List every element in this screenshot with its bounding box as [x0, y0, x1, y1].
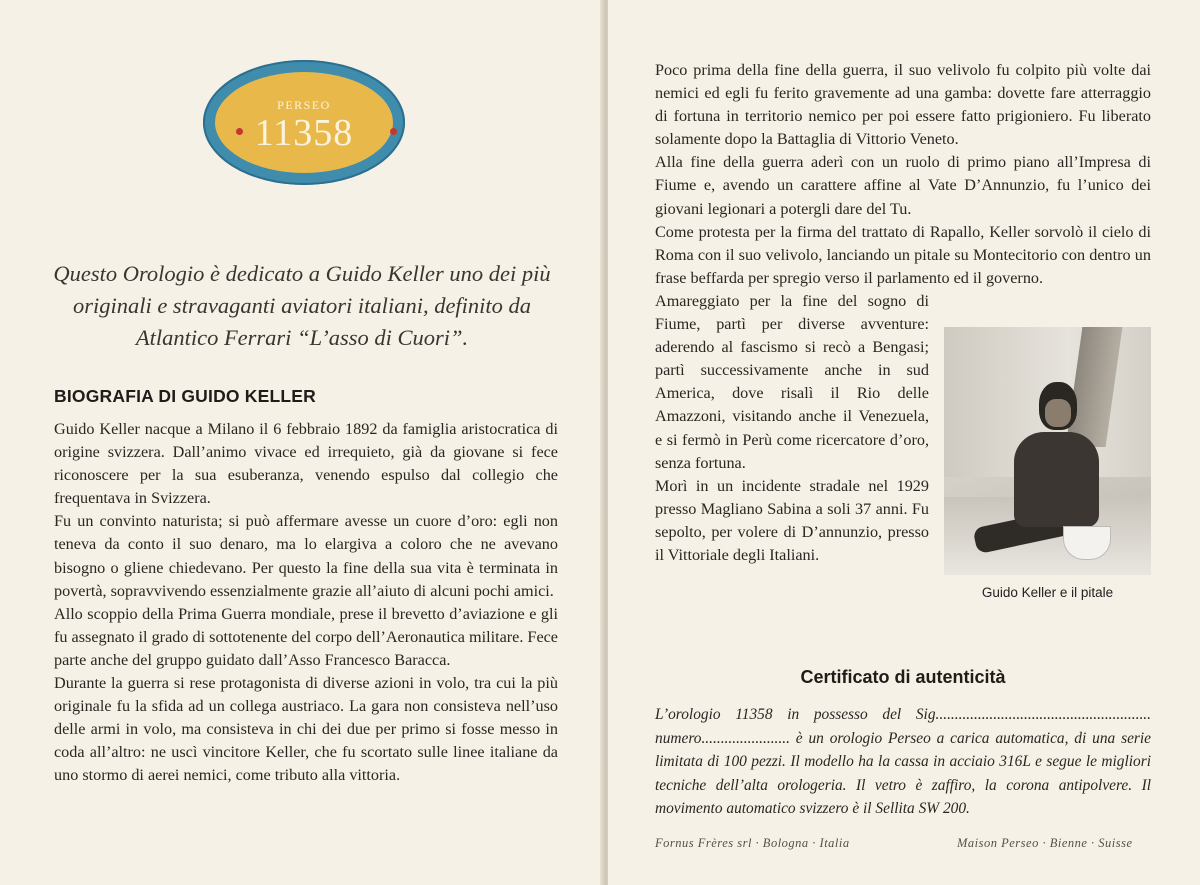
biography-body — [54, 418, 558, 788]
footer-left: Fornus Frères srl · Bologna · Italia — [655, 836, 850, 850]
bio-paragraph: Alla fine della guerra aderì con un ruolo di primo piano all’Impresa di Fiume e, avendo un carattere affine al Vate D’Annunzio, fu l’unico dei giovani legionari a potergli dare del Tu. — [655, 153, 1151, 218]
badge-number: 11358 — [254, 112, 354, 154]
badge-brand: PERSEO — [277, 98, 331, 112]
perseo-badge — [203, 60, 405, 185]
badge-dot-right-icon — [390, 128, 397, 135]
bio-paragraph: Fu un convinto naturista; si può affermare avesse un cuore d’oro: egli non teneva da conto il suo denaro, ma lo elargiva a coloro che ne avevano bisogno o gliene chiedevano. Per questo la fine della sua vita è terminata in povertà, sopravvivendo essenzialmente grazie all’aiuto di alcuni pochi amici. — [54, 512, 558, 600]
bio-paragraph: Come protesta per la firma del trattato di Rapallo, Keller sorvolò il cielo di Roma con il suo velivolo, lanciando un pitale su Montecitorio con dentro un frase beffarda per spregio verso il parlamento ed il governo. — [655, 222, 1151, 287]
footer-right: Maison Perseo · Bienne · Suisse — [957, 836, 1133, 850]
certificate-text: L’orologio 11358 in possesso del Sig........................................................ numero....................... è un orologio Perseo a carica automatica, di una serie limitata di 100 pezzi. Il modello ha la cassa in acciaio 316L e segue le migliori tecniche dell’alta orologeria. Il vetro è zaffiro, la corona antipolvere. Il movimento automatico svizzero è il Sellita SW 200. — [655, 706, 1151, 817]
bio-paragraph: Amareggiato per la fine del sogno di Fiume, partì per diverse avventure: aderendo al fascismo si recò a Bengasi; partì successivamente anche in sud America, dove risalì il Rio delle Amazzoni, visitando anche il Venezuela, e si fermò in Perù come ricercatore d’oro, senza fortuna. — [655, 291, 929, 472]
bio-paragraph: Allo scoppio della Prima Guerra mondiale, prese il brevetto d’aviazione e gli fu assegnato il grado di sottotenente del corpo dell’Aeronautica militare. Fece parte anche del gruppo guidato dall’Asso Francesco Baracca. — [54, 604, 558, 669]
keller-photo — [944, 327, 1151, 575]
bio-paragraph: Durante la guerra si rese protagonista di diverse azioni in volo, tra cui la più originale fu la sfida ad un collega austriaco. La gara non consisteva nell’uso delle armi in volo, ma consisteva in chi dei due per primo si fosse messo in coda all’altro: ne uscì vincitore Keller, che fu scortato sulle linee italiane da uno stormo di aerei nemici, come tributo alla vittoria. — [54, 674, 558, 785]
bio-paragraph: Poco prima della fine della guerra, il suo velivolo fu colpito più volte dai nemici ed egli fu ferito gravemente ad una gamba: dovette fare atterraggio di fortuna in territorio nemico per poi essere fatto prigioniero. Fu liberato solamente dopo la Battaglia di Vittorio Veneto. — [655, 61, 1151, 149]
dedication-text: Questo Orologio è dedicato a Guido Keller uno dei più originali e stravaganti aviatori italiani, definito da Atlantico Ferrari “L’asso di Cuori”. — [53, 261, 551, 350]
biography-title: BIOGRAFIA DI GUIDO KELLER — [54, 386, 316, 406]
certificate-title: Certificato di autenticità — [800, 667, 1006, 687]
photo-caption: Guido Keller e il pitale — [981, 585, 1114, 600]
bio-paragraph: Morì in un incidente stradale nel 1929 presso Magliano Sabina a soli 37 anni. Fu sepolto, per volere di D’annunzio, presso il Vittoriale degli Italiani. — [655, 476, 929, 564]
badge-dot-left-icon — [236, 128, 243, 135]
badge-inner — [215, 72, 393, 173]
bio-paragraph: Guido Keller nacque a Milano il 6 febbraio 1892 da famiglia aristocratica di origine svizzera. Dall’animo vivace ed irrequieto, già da giovane si fece riconoscere per la sua esuberanza, venendo espulso dal collegio che frequentava in Svizzera. — [54, 420, 558, 508]
